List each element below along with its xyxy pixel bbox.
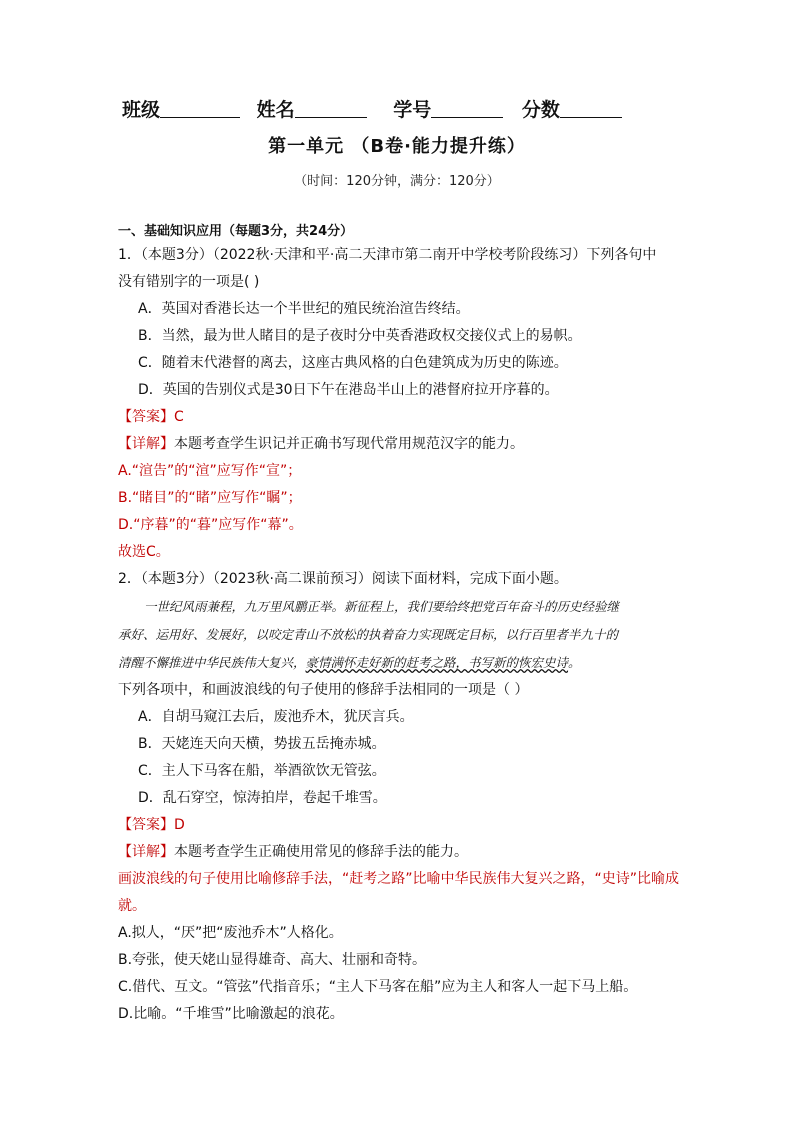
q2-note-b: B.夸张，使天姥山显得雄奇、高大、壮丽和奇特。 [118, 952, 427, 968]
q2-analysis [118, 839, 678, 866]
q1-option-b[interactable]: B．当然，最为世人睹目的是子夜时分中英香港政权交接仪式上的易帜。 [138, 328, 582, 344]
q1-note-b: B.“睹目”的“睹”应写作“瞩”； [118, 490, 302, 506]
q2-wavy-sentence: 豪情满怀走好新的赶考之路，书写新的恢宏史诗 [305, 655, 569, 670]
q2-explain-line2: 就。 [118, 898, 146, 914]
q2-passage-line1: 一世纪风雨兼程，九万里风鹏正举。新征程上，我们要给终把党百年奋斗的历史经验继 [144, 599, 620, 614]
q1-analysis [118, 431, 678, 458]
class-label: 班级 [122, 99, 161, 121]
q2-question: 下列各项中，和画波浪线的句子使用的修辞手法相同的一项是（ ） [118, 682, 529, 698]
q2-note-d: D.比喻。“千堆雪”比喻激起的浪花。 [118, 1006, 344, 1022]
q1-stem-line1: 1．（本题3分）（2022秋·天津和平·高二天津市第二南开中学校考阶段练习）下列各句中 [118, 247, 657, 263]
q1-option-a[interactable]: A．英国对香港长达一个半世纪的殖民统治渲告终结。 [138, 301, 470, 317]
q2-passage-line3-c: 。 [568, 655, 581, 670]
q1-analysis-text: 本题考查学生识记并正确书写现代常用规范汉字的能力。 [174, 436, 524, 452]
q2-passage-line3-a: 清醒不懈推进中华民族伟大复兴， [118, 655, 306, 670]
q2-analysis-text: 本题考查学生正确使用常见的修辞手法的能力。 [174, 844, 468, 860]
id-blank[interactable] [431, 97, 503, 118]
q1-stem-line2: 没有错别字的一项是( ) [118, 274, 260, 290]
section-heading: 一、基础知识应用（每题3分，共24分） [118, 224, 354, 239]
page-title: 第一单元 （B卷·能力提升练） [268, 136, 526, 157]
q2-option-a[interactable]: A．自胡马窥江去后，废池乔木，犹厌言兵。 [138, 709, 414, 725]
q1-note-a: A.“渲告”的“渲”应写作“宣”； [118, 463, 302, 479]
q1-conclusion: 故选C。 [118, 544, 170, 560]
class-blank[interactable] [160, 97, 240, 118]
q2-option-c[interactable]: C．主人下马客在船，举酒欲饮无管弦。 [138, 763, 386, 779]
q2-option-d[interactable]: D．乱石穿空，惊涛拍岸，卷起千堆雪。 [138, 790, 387, 806]
question-1 [118, 242, 678, 566]
score-label: 分数 [521, 99, 560, 121]
q2-analysis-label: 【详解】 [118, 844, 174, 860]
q2-explain-line1: 画波浪线的句子使用比喻修辞手法，“赶考之路”比喻中华民族伟大复兴之路，“史诗”比喻成 [118, 871, 680, 887]
q1-note-d: D.“序暮”的“暮”应写作“幕”。 [118, 517, 303, 533]
q1-option-d[interactable]: D．英国的告别仪式是30日下午在港岛半山上的港督府拉开序暮的。 [138, 382, 559, 398]
page-subtitle: （时间：120分钟，满分：120分） [294, 174, 500, 189]
q2-passage-line2: 承好、运用好、发展好，以咬定青山不放松的执着奋力实现既定目标，以行百里者半九十的 [118, 627, 619, 642]
q1-analysis-label: 【详解】 [118, 436, 174, 452]
name-blank[interactable] [295, 97, 367, 118]
q2-note-c: C.借代、互文。“管弦”代指音乐；“主人下马客在船”应为主人和客人一起下马上船。 [118, 979, 638, 995]
q1-answer: 【答案】C [118, 409, 184, 425]
name-label: 姓名 [256, 99, 295, 121]
q2-passage-line3 [118, 649, 678, 677]
question-2 [118, 566, 678, 1028]
q2-note-a: A.拟人，“厌”把“废池乔木”人格化。 [118, 925, 343, 941]
q1-option-c[interactable]: C．随着末代港督的离去，这座古典风格的白色建筑成为历史的陈迹。 [138, 355, 568, 371]
q2-answer: 【答案】D [118, 817, 185, 833]
score-blank[interactable] [560, 97, 622, 118]
q2-stem: 2．（本题3分）（2023秋·高二课前预习）阅读下面材料，完成下面小题。 [118, 571, 568, 587]
q2-option-b[interactable]: B．天姥连天向天横，势拔五岳掩赤城。 [138, 736, 386, 752]
student-info-line [122, 97, 682, 123]
id-label: 学号 [393, 99, 432, 121]
exam-content [118, 222, 678, 1028]
